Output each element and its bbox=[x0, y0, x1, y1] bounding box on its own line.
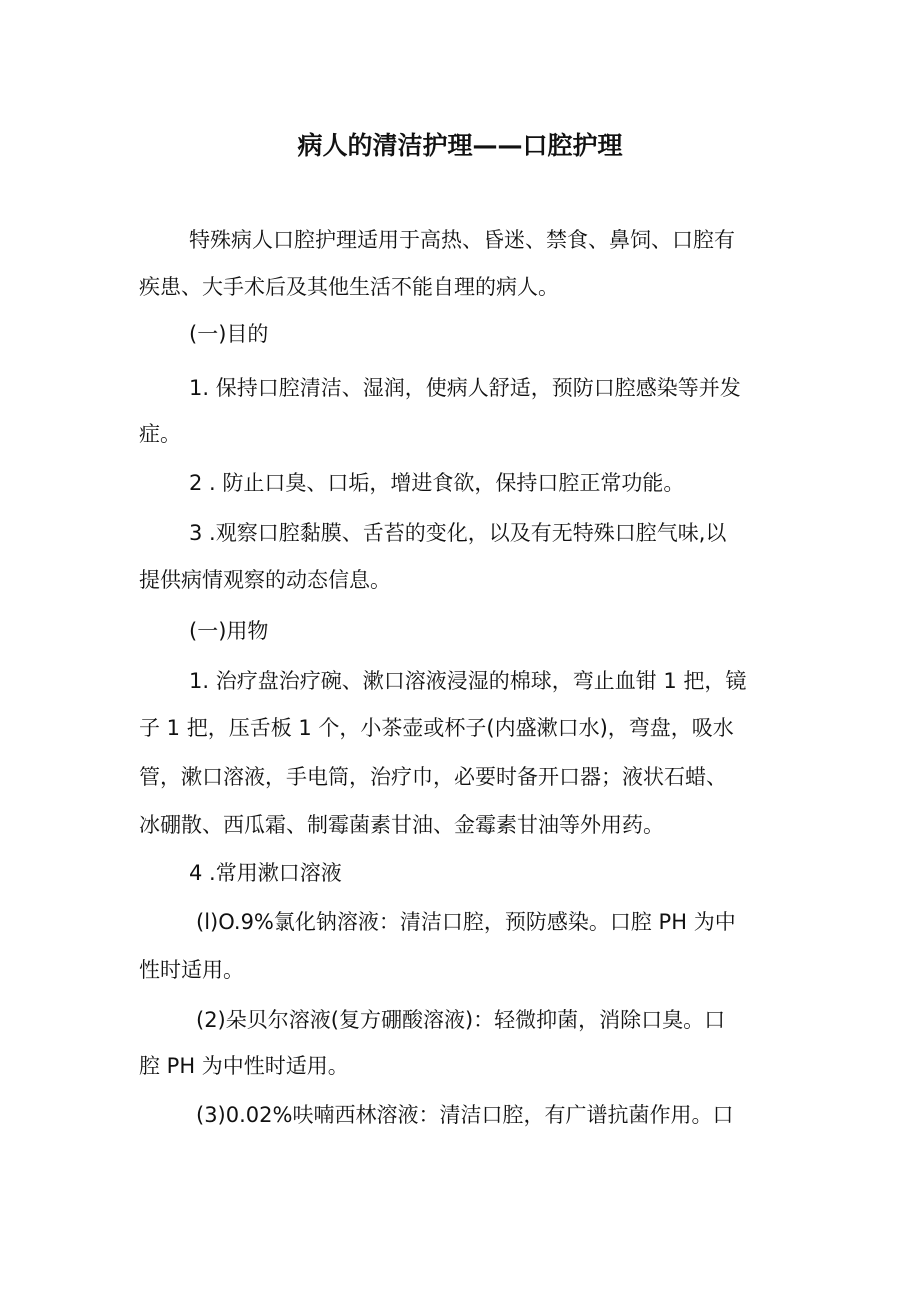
supplies-4-heading: 4 .常用漱口溶液 bbox=[189, 861, 342, 885]
supplies-1-line-1: 1. 治疗盘治疗碗、漱口溶液浸湿的棉球，弯止血钳 1 把，镜 bbox=[189, 669, 747, 693]
supplies-1-line-4: 冰硼散、西瓜霜、制霉菌素甘油、金霉素甘油等外用药。 bbox=[139, 813, 664, 837]
document-title: 病人的清洁护理——口腔护理 bbox=[297, 131, 623, 160]
solution-3-line-1: (3)0.02%呋喃西林溶液：清洁口腔，有广谱抗菌作用。口 bbox=[196, 1103, 734, 1127]
purpose-3-line-1: 3 .观察口腔黏膜、舌苔的变化，以及有无特殊口腔气味,以 bbox=[189, 521, 727, 545]
solution-1-line-2: 性时适用。 bbox=[139, 958, 244, 982]
supplies-1-line-2: 子 1 把，压舌板 1 个，小茶壶或杯子(内盛漱口水)，弯盘，吸水 bbox=[139, 716, 734, 740]
intro-line-1: 特殊病人口腔护理适用于高热、昏迷、禁食、鼻饲、口腔有 bbox=[189, 228, 735, 252]
intro-line-2: 疾患、大手术后及其他生活不能自理的病人。 bbox=[139, 275, 559, 299]
purpose-1-line-1: 1. 保持口腔清洁、湿润，使病人舒适，预防口腔感染等并发 bbox=[189, 376, 741, 400]
purpose-3-line-2: 提供病情观察的动态信息。 bbox=[139, 568, 391, 592]
purpose-heading: (一)目的 bbox=[189, 322, 269, 346]
supplies-heading: (一)用物 bbox=[189, 619, 269, 643]
purpose-1-line-2: 症。 bbox=[139, 422, 181, 446]
solution-1-line-1: (l)O.9%氯化钠溶液：清洁口腔，预防感染。口腔 PH 为中 bbox=[196, 910, 736, 934]
supplies-1-line-3: 管，漱口溶液，手电筒，治疗巾，必要时备开口器；液状石蜡、 bbox=[139, 765, 727, 789]
solution-2-line-2: 腔 PH 为中性时适用。 bbox=[139, 1054, 349, 1078]
solution-2-line-1: (2)朵贝尔溶液(复方硼酸溶液)：轻微抑菌，消除口臭。口 bbox=[196, 1008, 726, 1032]
purpose-2: 2 . 防止口臭、口垢，增进食欲，保持口腔正常功能。 bbox=[189, 471, 685, 495]
